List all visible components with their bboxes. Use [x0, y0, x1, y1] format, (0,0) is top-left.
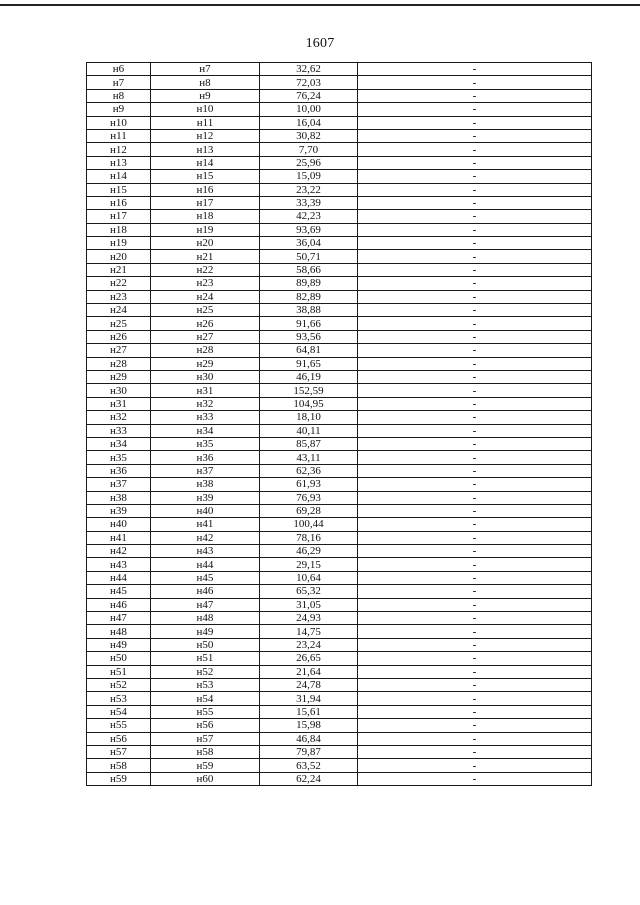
distance-cell: 15,61 — [260, 705, 358, 718]
from-point-cell: н42 — [87, 545, 151, 558]
to-point-cell: н55 — [151, 705, 260, 718]
from-point-cell: н52 — [87, 678, 151, 691]
note-cell: - — [358, 625, 592, 638]
note-cell: - — [358, 290, 592, 303]
from-point-cell: н24 — [87, 304, 151, 317]
from-point-cell: н45 — [87, 585, 151, 598]
distance-cell: 46,19 — [260, 370, 358, 383]
from-point-cell: н19 — [87, 237, 151, 250]
from-point-cell: н30 — [87, 384, 151, 397]
note-cell: - — [358, 451, 592, 464]
distance-cell: 36,04 — [260, 237, 358, 250]
distance-cell: 93,69 — [260, 223, 358, 236]
table-row — [87, 63, 592, 76]
from-point-cell: н58 — [87, 759, 151, 772]
page-number: 1607 — [305, 36, 335, 51]
to-point-cell: н29 — [151, 357, 260, 370]
note-cell: - — [358, 397, 592, 410]
to-point-cell: н23 — [151, 277, 260, 290]
from-point-cell: н16 — [87, 196, 151, 209]
to-point-cell: н44 — [151, 558, 260, 571]
from-point-cell: н21 — [87, 263, 151, 276]
to-point-cell: н53 — [151, 678, 260, 691]
note-cell: - — [358, 598, 592, 611]
from-point-cell: н55 — [87, 719, 151, 732]
table-row — [87, 638, 592, 651]
table-row — [87, 344, 592, 357]
from-point-cell: н28 — [87, 357, 151, 370]
from-point-cell: н18 — [87, 223, 151, 236]
from-point-cell: н47 — [87, 612, 151, 625]
note-cell: - — [358, 237, 592, 250]
note-cell: - — [358, 263, 592, 276]
distance-cell: 152,59 — [260, 384, 358, 397]
from-point-cell: н29 — [87, 370, 151, 383]
to-point-cell: н11 — [151, 116, 260, 129]
distance-cell: 32,62 — [260, 63, 358, 76]
distance-cell: 78,16 — [260, 531, 358, 544]
note-cell: - — [358, 692, 592, 705]
distance-cell: 69,28 — [260, 504, 358, 517]
note-cell: - — [358, 170, 592, 183]
table-row — [87, 277, 592, 290]
table-row — [87, 558, 592, 571]
to-point-cell: н45 — [151, 571, 260, 584]
note-cell: - — [358, 705, 592, 718]
distance-cell: 29,15 — [260, 558, 358, 571]
to-point-cell: н18 — [151, 210, 260, 223]
to-point-cell: н19 — [151, 223, 260, 236]
distance-cell: 91,66 — [260, 317, 358, 330]
table-row — [87, 478, 592, 491]
to-point-cell: н25 — [151, 304, 260, 317]
from-point-cell: н41 — [87, 531, 151, 544]
table-row — [87, 330, 592, 343]
distance-cell: 18,10 — [260, 411, 358, 424]
to-point-cell: н27 — [151, 330, 260, 343]
from-point-cell: н22 — [87, 277, 151, 290]
from-point-cell: н54 — [87, 705, 151, 718]
distance-cell: 91,65 — [260, 357, 358, 370]
table-body — [87, 63, 592, 786]
from-point-cell: н59 — [87, 772, 151, 785]
table-row — [87, 692, 592, 705]
to-point-cell: н7 — [151, 63, 260, 76]
to-point-cell: н35 — [151, 437, 260, 450]
distance-cell: 62,36 — [260, 464, 358, 477]
table-row — [87, 491, 592, 504]
from-point-cell: н43 — [87, 558, 151, 571]
table-row — [87, 705, 592, 718]
to-point-cell: н10 — [151, 103, 260, 116]
distance-cell: 10,64 — [260, 571, 358, 584]
to-point-cell: н31 — [151, 384, 260, 397]
table-row — [87, 143, 592, 156]
from-point-cell: н15 — [87, 183, 151, 196]
table-row — [87, 719, 592, 732]
table-row — [87, 678, 592, 691]
to-point-cell: н52 — [151, 665, 260, 678]
note-cell: - — [358, 156, 592, 169]
distance-cell: 89,89 — [260, 277, 358, 290]
from-point-cell: н40 — [87, 518, 151, 531]
table-row — [87, 116, 592, 129]
distance-cell: 72,03 — [260, 76, 358, 89]
note-cell: - — [358, 63, 592, 76]
to-point-cell: н40 — [151, 504, 260, 517]
distance-cell: 63,52 — [260, 759, 358, 772]
from-point-cell: н31 — [87, 397, 151, 410]
distance-cell: 82,89 — [260, 290, 358, 303]
distance-cell: 33,39 — [260, 196, 358, 209]
from-point-cell: н49 — [87, 638, 151, 651]
table-row — [87, 585, 592, 598]
to-point-cell: н59 — [151, 759, 260, 772]
note-cell: - — [358, 437, 592, 450]
boundary-points-table — [86, 62, 592, 786]
from-point-cell: н20 — [87, 250, 151, 263]
note-cell: - — [358, 745, 592, 758]
from-point-cell: н34 — [87, 437, 151, 450]
note-cell: - — [358, 143, 592, 156]
table-row — [87, 437, 592, 450]
table-row — [87, 504, 592, 517]
to-point-cell: н17 — [151, 196, 260, 209]
distance-cell: 21,64 — [260, 665, 358, 678]
note-cell: - — [358, 612, 592, 625]
note-cell: - — [358, 370, 592, 383]
note-cell: - — [358, 759, 592, 772]
to-point-cell: н38 — [151, 478, 260, 491]
distance-cell: 38,88 — [260, 304, 358, 317]
table-row — [87, 665, 592, 678]
table-row — [87, 250, 592, 263]
table-row — [87, 397, 592, 410]
from-point-cell: н37 — [87, 478, 151, 491]
from-point-cell: н32 — [87, 411, 151, 424]
note-cell: - — [358, 638, 592, 651]
from-point-cell: н7 — [87, 76, 151, 89]
distance-cell: 62,24 — [260, 772, 358, 785]
note-cell: - — [358, 76, 592, 89]
note-cell: - — [358, 491, 592, 504]
distance-cell: 24,78 — [260, 678, 358, 691]
from-point-cell: н13 — [87, 156, 151, 169]
from-point-cell: н6 — [87, 63, 151, 76]
to-point-cell: н20 — [151, 237, 260, 250]
table-row — [87, 772, 592, 785]
note-cell: - — [358, 89, 592, 102]
to-point-cell: н60 — [151, 772, 260, 785]
table-row — [87, 531, 592, 544]
to-point-cell: н48 — [151, 612, 260, 625]
distance-cell: 58,66 — [260, 263, 358, 276]
from-point-cell: н11 — [87, 129, 151, 142]
from-point-cell: н57 — [87, 745, 151, 758]
to-point-cell: н12 — [151, 129, 260, 142]
table-row — [87, 451, 592, 464]
note-cell: - — [358, 531, 592, 544]
distance-cell: 31,94 — [260, 692, 358, 705]
distance-cell: 23,24 — [260, 638, 358, 651]
to-point-cell: н13 — [151, 143, 260, 156]
note-cell: - — [358, 719, 592, 732]
table-row — [87, 384, 592, 397]
to-point-cell: н14 — [151, 156, 260, 169]
from-point-cell: н50 — [87, 652, 151, 665]
table-row — [87, 129, 592, 142]
from-point-cell: н23 — [87, 290, 151, 303]
to-point-cell: н51 — [151, 652, 260, 665]
note-cell: - — [358, 183, 592, 196]
from-point-cell: н9 — [87, 103, 151, 116]
from-point-cell: н36 — [87, 464, 151, 477]
table-row — [87, 625, 592, 638]
to-point-cell: н50 — [151, 638, 260, 651]
table-row — [87, 156, 592, 169]
to-point-cell: н42 — [151, 531, 260, 544]
note-cell: - — [358, 116, 592, 129]
table-row — [87, 571, 592, 584]
to-point-cell: н58 — [151, 745, 260, 758]
note-cell: - — [358, 504, 592, 517]
table-row — [87, 76, 592, 89]
table-row — [87, 464, 592, 477]
distance-cell: 76,93 — [260, 491, 358, 504]
distance-cell: 15,98 — [260, 719, 358, 732]
distance-cell: 43,11 — [260, 451, 358, 464]
note-cell: - — [358, 424, 592, 437]
table-row — [87, 223, 592, 236]
note-cell: - — [358, 678, 592, 691]
from-point-cell: н27 — [87, 344, 151, 357]
table-row — [87, 357, 592, 370]
distance-cell: 10,00 — [260, 103, 358, 116]
distance-cell: 26,65 — [260, 652, 358, 665]
table-row — [87, 759, 592, 772]
table-row — [87, 652, 592, 665]
note-cell: - — [358, 196, 592, 209]
note-cell: - — [358, 277, 592, 290]
to-point-cell: н16 — [151, 183, 260, 196]
table-row — [87, 317, 592, 330]
distance-cell: 30,82 — [260, 129, 358, 142]
note-cell: - — [358, 585, 592, 598]
distance-cell: 79,87 — [260, 745, 358, 758]
from-point-cell: н46 — [87, 598, 151, 611]
to-point-cell: н30 — [151, 370, 260, 383]
to-point-cell: н34 — [151, 424, 260, 437]
to-point-cell: н37 — [151, 464, 260, 477]
from-point-cell: н26 — [87, 330, 151, 343]
from-point-cell: н44 — [87, 571, 151, 584]
from-point-cell: н12 — [87, 143, 151, 156]
table-row — [87, 210, 592, 223]
table-row — [87, 745, 592, 758]
table-row — [87, 170, 592, 183]
from-point-cell: н53 — [87, 692, 151, 705]
note-cell: - — [358, 344, 592, 357]
note-cell: - — [358, 317, 592, 330]
note-cell: - — [358, 558, 592, 571]
table-row — [87, 304, 592, 317]
distance-cell: 104,95 — [260, 397, 358, 410]
from-point-cell: н56 — [87, 732, 151, 745]
to-point-cell: н22 — [151, 263, 260, 276]
to-point-cell: н21 — [151, 250, 260, 263]
note-cell: - — [358, 571, 592, 584]
to-point-cell: н46 — [151, 585, 260, 598]
to-point-cell: н39 — [151, 491, 260, 504]
note-cell: - — [358, 210, 592, 223]
to-point-cell: н56 — [151, 719, 260, 732]
from-point-cell: н39 — [87, 504, 151, 517]
distance-cell: 25,96 — [260, 156, 358, 169]
top-border-rule — [0, 4, 640, 6]
distance-cell: 16,04 — [260, 116, 358, 129]
from-point-cell: н14 — [87, 170, 151, 183]
note-cell: - — [358, 304, 592, 317]
table-row — [87, 612, 592, 625]
distance-cell: 42,23 — [260, 210, 358, 223]
to-point-cell: н8 — [151, 76, 260, 89]
table-row — [87, 424, 592, 437]
from-point-cell: н33 — [87, 424, 151, 437]
note-cell: - — [358, 250, 592, 263]
from-point-cell: н51 — [87, 665, 151, 678]
table-row — [87, 370, 592, 383]
to-point-cell: н41 — [151, 518, 260, 531]
note-cell: - — [358, 103, 592, 116]
table-row — [87, 545, 592, 558]
distance-cell: 46,29 — [260, 545, 358, 558]
table-row — [87, 103, 592, 116]
distance-cell: 7,70 — [260, 143, 358, 156]
note-cell: - — [358, 129, 592, 142]
from-point-cell: н25 — [87, 317, 151, 330]
distance-cell: 64,81 — [260, 344, 358, 357]
to-point-cell: н47 — [151, 598, 260, 611]
note-cell: - — [358, 545, 592, 558]
table-row — [87, 263, 592, 276]
note-cell: - — [358, 223, 592, 236]
note-cell: - — [358, 732, 592, 745]
from-point-cell: н8 — [87, 89, 151, 102]
distance-cell: 15,09 — [260, 170, 358, 183]
from-point-cell: н35 — [87, 451, 151, 464]
note-cell: - — [358, 357, 592, 370]
table-row — [87, 89, 592, 102]
to-point-cell: н57 — [151, 732, 260, 745]
to-point-cell: н43 — [151, 545, 260, 558]
distance-cell: 93,56 — [260, 330, 358, 343]
distance-cell: 50,71 — [260, 250, 358, 263]
from-point-cell: н48 — [87, 625, 151, 638]
table-row — [87, 183, 592, 196]
distance-cell: 85,87 — [260, 437, 358, 450]
to-point-cell: н9 — [151, 89, 260, 102]
distance-cell: 14,75 — [260, 625, 358, 638]
note-cell: - — [358, 330, 592, 343]
from-point-cell: н17 — [87, 210, 151, 223]
table-row — [87, 598, 592, 611]
to-point-cell: н32 — [151, 397, 260, 410]
note-cell: - — [358, 518, 592, 531]
distance-cell: 24,93 — [260, 612, 358, 625]
from-point-cell: н38 — [87, 491, 151, 504]
distance-cell: 23,22 — [260, 183, 358, 196]
note-cell: - — [358, 665, 592, 678]
to-point-cell: н36 — [151, 451, 260, 464]
to-point-cell: н33 — [151, 411, 260, 424]
table-row — [87, 196, 592, 209]
from-point-cell: н10 — [87, 116, 151, 129]
distance-cell: 61,93 — [260, 478, 358, 491]
note-cell: - — [358, 478, 592, 491]
distance-cell: 40,11 — [260, 424, 358, 437]
note-cell: - — [358, 772, 592, 785]
distance-cell: 76,24 — [260, 89, 358, 102]
table-row — [87, 237, 592, 250]
table-row — [87, 732, 592, 745]
distance-cell: 46,84 — [260, 732, 358, 745]
to-point-cell: н49 — [151, 625, 260, 638]
to-point-cell: н28 — [151, 344, 260, 357]
table-row — [87, 411, 592, 424]
distance-cell: 100,44 — [260, 518, 358, 531]
to-point-cell: н15 — [151, 170, 260, 183]
table-row — [87, 518, 592, 531]
note-cell: - — [358, 464, 592, 477]
distance-cell: 65,32 — [260, 585, 358, 598]
note-cell: - — [358, 652, 592, 665]
distance-cell: 31,05 — [260, 598, 358, 611]
note-cell: - — [358, 384, 592, 397]
note-cell: - — [358, 411, 592, 424]
to-point-cell: н54 — [151, 692, 260, 705]
to-point-cell: н26 — [151, 317, 260, 330]
table-row — [87, 290, 592, 303]
to-point-cell: н24 — [151, 290, 260, 303]
